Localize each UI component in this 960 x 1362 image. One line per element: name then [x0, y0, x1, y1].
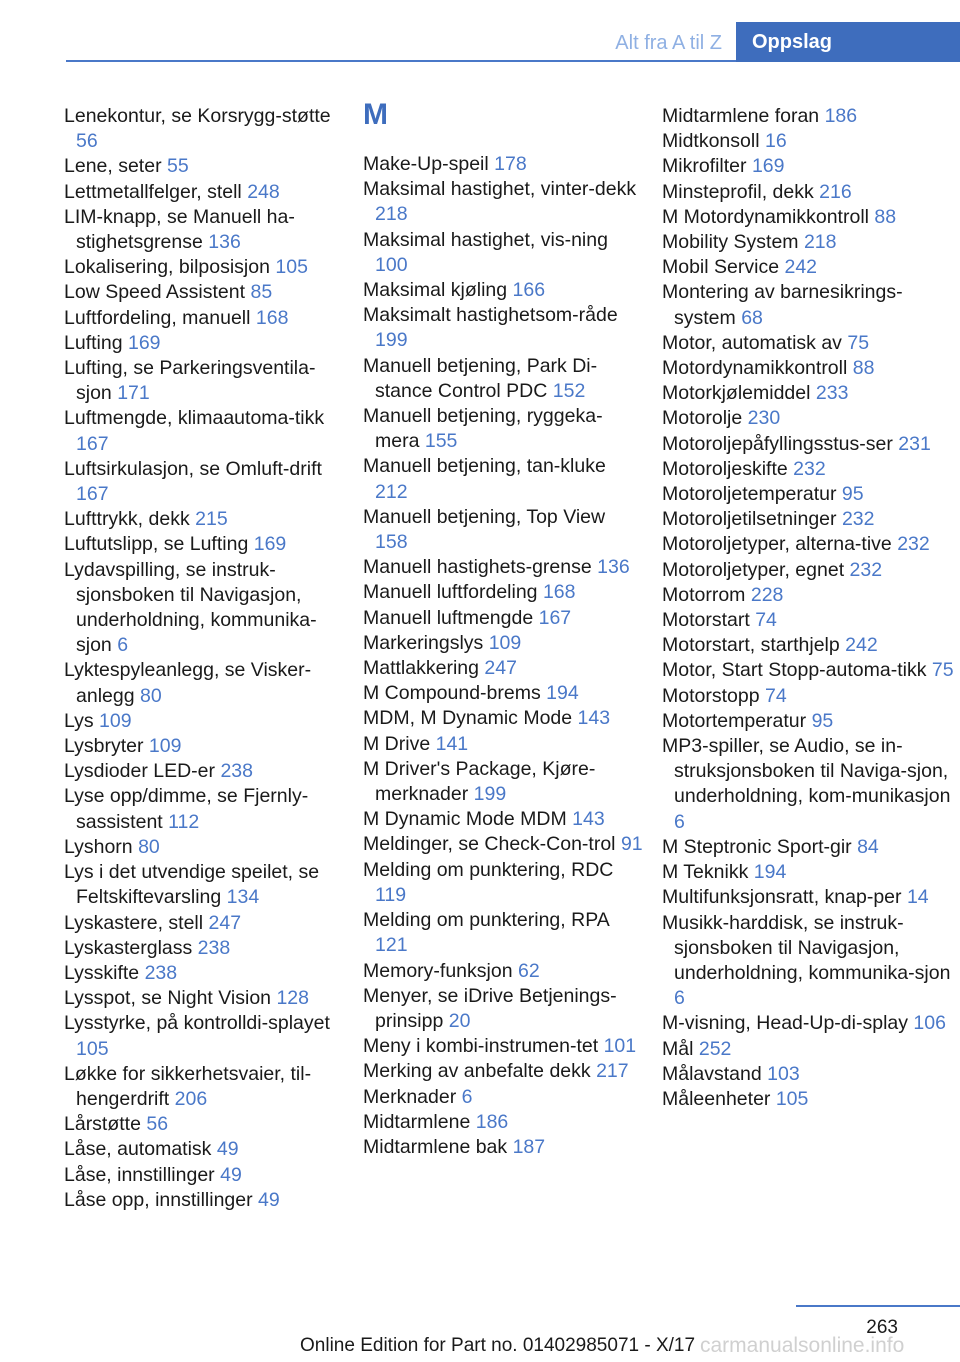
- entry-text: Lysstyrke, på kontrolldi-splayet: [64, 1012, 330, 1035]
- index-entry: [363, 303, 643, 353]
- index-entry: [64, 558, 344, 659]
- index-entry: [64, 734, 344, 759]
- index-entry: [363, 580, 643, 605]
- entry-text: Lysskifte: [64, 961, 140, 984]
- index-entry: [363, 631, 643, 656]
- index-entry: [64, 961, 344, 986]
- index-entry: [363, 706, 643, 731]
- page-ref-link[interactable]: 199: [375, 329, 408, 352]
- entry-text: Memory-funksjon: [363, 959, 513, 982]
- entry-text: Lys i det utvendige speilet, se Feltskiftevarsling: [64, 861, 320, 909]
- entry-text: Lydavspilling, se instruk-sjonsboken til Navigasjon, underholdning, kommunika-sjon: [64, 558, 317, 657]
- entry-text: Mattlakkering: [363, 657, 479, 680]
- index-entry: [662, 432, 954, 457]
- index-entry: [64, 1011, 344, 1061]
- index-entry: [363, 1135, 643, 1160]
- entry-text: Manuell luftfordeling: [363, 581, 538, 604]
- entry-text: Lufting, se Parkeringsventila-sjon: [64, 357, 316, 405]
- page-ref-link[interactable]: 187: [512, 1135, 546, 1158]
- entry-text: Låse, innstillinger: [64, 1163, 215, 1186]
- page-ref-link[interactable]: 206: [174, 1087, 208, 1110]
- page-ref-link[interactable]: 232: [793, 457, 826, 480]
- index-entry: [662, 104, 954, 129]
- page-ref-link[interactable]: 128: [276, 987, 309, 1010]
- page-ref-link[interactable]: 186: [824, 105, 858, 127]
- index-column-3: [662, 104, 954, 1112]
- page-ref-link[interactable]: 218: [375, 203, 408, 226]
- page-ref-link[interactable]: 88: [874, 205, 897, 228]
- page-ref-link[interactable]: 16: [764, 130, 787, 153]
- page-ref-link[interactable]: 121: [375, 934, 408, 957]
- page-ref-link[interactable]: 199: [473, 783, 507, 806]
- index-entry: [363, 832, 643, 857]
- index-entry: [662, 154, 954, 179]
- page-ref-link[interactable]: 91: [620, 833, 643, 856]
- footer-rule: [796, 1305, 960, 1307]
- entry-text: M Driver's Package, Kjøre-merknader: [363, 757, 596, 806]
- index-entry: [363, 1059, 643, 1084]
- entry-text: Meldinger, se Check-Con-trol: [363, 833, 616, 856]
- page-ref-link[interactable]: 56: [76, 130, 98, 153]
- page-ref-link[interactable]: 95: [811, 709, 834, 732]
- entry-text: Midtkonsoll: [662, 130, 760, 153]
- page-ref-link[interactable]: 242: [845, 634, 878, 657]
- index-entry: [662, 406, 954, 431]
- entry-text: Maksimal hastighet, vis-ning: [363, 228, 608, 251]
- page-ref-link[interactable]: 6: [674, 987, 685, 1010]
- index-entry: [64, 784, 344, 834]
- index-entry: [363, 908, 643, 958]
- page-ref-link[interactable]: 109: [488, 631, 522, 654]
- footer-edition: Online Edition for Part no. 01402985071 - X/17: [300, 1335, 696, 1356]
- entry-text: Melding om punktering, RDC: [363, 858, 614, 881]
- entry-text: Motoroljepåfyllingsstus-ser: [662, 432, 893, 455]
- entry-text: Minsteprofil, dekk: [662, 180, 814, 203]
- page-ref-link[interactable]: 80: [138, 835, 160, 858]
- page-ref-link[interactable]: 233: [815, 382, 849, 405]
- entry-text: Manuell betjening, tan-kluke: [363, 455, 606, 478]
- index-entry: [363, 681, 643, 706]
- index-entry: [64, 180, 344, 205]
- page-ref-link[interactable]: 217: [596, 1060, 629, 1083]
- index-entry: [662, 1062, 954, 1087]
- index-entry: [662, 180, 954, 205]
- entry-text: LIM-knapp, se Manuell ha-stighetsgrense: [64, 205, 295, 254]
- entry-text: Manuell betjening, Top View: [363, 505, 606, 528]
- entry-text: Motorolje: [662, 407, 743, 430]
- page-ref-link[interactable]: 75: [931, 659, 954, 682]
- index-entry: [363, 732, 643, 757]
- index-entry: [662, 482, 954, 507]
- page-ref-link[interactable]: 152: [552, 379, 586, 402]
- index-entry: [363, 656, 643, 681]
- entry-text: Low Speed Assistent: [64, 281, 246, 304]
- index-entry: [363, 555, 643, 580]
- page-ref-link[interactable]: 49: [220, 1163, 242, 1186]
- page-ref-link[interactable]: 6: [117, 634, 129, 657]
- index-entry: [662, 860, 954, 885]
- page-ref-link[interactable]: 231: [898, 432, 931, 455]
- index-entry: [363, 858, 643, 908]
- index-entry: [363, 959, 643, 984]
- page-ref-link[interactable]: 238: [144, 961, 178, 984]
- page-number: 263: [866, 1317, 898, 1338]
- entry-text: Manuell betjening, ryggeka-mera: [363, 405, 603, 453]
- entry-text: Mikrofilter: [662, 155, 747, 178]
- entry-text: Multifunksjonsratt, knap-per: [662, 886, 902, 909]
- index-entry: [662, 280, 954, 330]
- index-entry: [662, 331, 954, 356]
- entry-text: Lyktespyleanlegg, se Visker-anlegg: [64, 659, 312, 707]
- page-ref-link[interactable]: 230: [747, 407, 781, 430]
- header-section-title: Alt fra A til Z: [615, 32, 722, 54]
- index-entry: [64, 457, 344, 507]
- page-ref-link[interactable]: 169: [127, 331, 161, 354]
- index-entry: [64, 1112, 344, 1137]
- entry-text: Make-Up-speil: [363, 153, 489, 175]
- index-entry: [64, 406, 344, 456]
- entry-text: Maksimal kjøling: [363, 279, 508, 302]
- page-ref-link[interactable]: 212: [375, 480, 408, 503]
- entry-text: Lårstøtte: [64, 1113, 141, 1136]
- index-entry: [662, 356, 954, 381]
- index-entry: [64, 658, 344, 708]
- entry-text: Måleenheter: [662, 1087, 771, 1110]
- index-entry: [363, 278, 643, 303]
- index-entry: [64, 1188, 344, 1213]
- entry-text: Luftfordeling, manuell: [64, 306, 251, 329]
- page-ref-link[interactable]: 74: [764, 684, 787, 707]
- page-ref-link[interactable]: 105: [275, 256, 308, 279]
- entry-text: Montering av barnesikrings-system: [662, 281, 903, 329]
- entry-text: Motor, automatisk av: [662, 331, 842, 354]
- entry-text: M-visning, Head-Up-di-splay: [662, 1012, 908, 1035]
- page-ref-link[interactable]: 49: [258, 1188, 280, 1211]
- page-ref-link[interactable]: 100: [375, 253, 408, 276]
- page-ref-link[interactable]: 6: [674, 810, 685, 833]
- index-entry: [363, 177, 643, 227]
- entry-text: Lenekontur, se Korsrygg-støtte: [64, 105, 331, 127]
- index-entry: [64, 709, 344, 734]
- index-entry: [64, 104, 344, 154]
- page-ref-link[interactable]: 232: [841, 508, 875, 531]
- entry-text: M Drive: [363, 732, 431, 755]
- entry-text: MDM, M Dynamic Mode: [363, 707, 573, 730]
- index-entry: [64, 986, 344, 1011]
- page-ref-link[interactable]: 109: [99, 709, 132, 732]
- page-ref-link[interactable]: 105: [76, 1037, 109, 1060]
- index-entry: [64, 255, 344, 280]
- entry-text: Maksimal hastighet, vinter-dekk: [363, 178, 637, 201]
- index-entry: [662, 507, 954, 532]
- index-column-1: [64, 104, 344, 1213]
- page-ref-link[interactable]: 136: [208, 231, 241, 254]
- page-ref-link[interactable]: 74: [755, 609, 777, 632]
- index-entry: [64, 331, 344, 356]
- entry-text: Motor, Start Stopp-automa-tikk: [662, 659, 927, 682]
- page-ref-link[interactable]: 238: [220, 760, 253, 783]
- entry-text: Manuell hastighets-grense: [363, 556, 592, 579]
- index-entry: [662, 583, 954, 608]
- page-ref-link[interactable]: 238: [197, 936, 231, 959]
- entry-text: Motoroljetemperatur: [662, 483, 837, 506]
- page-ref-link[interactable]: 119: [375, 883, 407, 906]
- index-entry: [662, 1037, 954, 1062]
- page-ref-link[interactable]: 215: [195, 508, 228, 531]
- page-ref-link[interactable]: 143: [577, 707, 611, 730]
- page-ref-link[interactable]: 247: [484, 657, 517, 680]
- index-entry: [363, 454, 643, 504]
- page-ref-link[interactable]: 141: [435, 732, 469, 755]
- entry-text: Motoroljetilsetninger: [662, 508, 837, 531]
- page-ref-link[interactable]: 216: [819, 180, 852, 203]
- entry-text: MP3-spiller, se Audio, se in-struksjonsboken til Naviga-sjon, underholdning, kom-munikasjon: [662, 735, 951, 808]
- entry-text: M Dynamic Mode MDM: [363, 808, 567, 831]
- index-entry: [64, 306, 344, 331]
- index-entry: [363, 1110, 643, 1135]
- page-ref-link[interactable]: 136: [597, 556, 630, 579]
- page-ref-link[interactable]: 158: [375, 531, 408, 554]
- entry-text: Melding om punktering, RPA: [363, 909, 609, 932]
- index-entry: [64, 936, 344, 961]
- page-ref-link[interactable]: 68: [741, 306, 763, 329]
- index-entry: [363, 606, 643, 631]
- index-entry: [363, 228, 643, 278]
- page-ref-link[interactable]: 49: [216, 1138, 239, 1161]
- index-entry: [64, 1062, 344, 1112]
- index-entry: [363, 1085, 643, 1110]
- entry-text: Meny i kombi-instrumen-tet: [363, 1035, 599, 1058]
- index-entry: [64, 154, 344, 179]
- page-ref-link[interactable]: 247: [208, 911, 242, 934]
- index-entry: [662, 1011, 954, 1036]
- entry-text: Mål: [662, 1037, 694, 1060]
- entry-text: Lyskasterglass: [64, 936, 193, 959]
- index-entry: [662, 255, 954, 280]
- page-ref-link[interactable]: 178: [494, 153, 527, 175]
- page-ref-link[interactable]: 56: [146, 1113, 169, 1136]
- entry-text: Motorstopp: [662, 684, 760, 707]
- header-tab-oppslag[interactable]: Oppslag: [736, 22, 960, 62]
- index-entry: [363, 1034, 643, 1059]
- entry-text: Luftutslipp, se Lufting: [64, 533, 249, 556]
- entry-text: Lyshorn: [64, 835, 133, 858]
- entry-text: Motoroljetyper, egnet: [662, 558, 845, 581]
- index-entry: [363, 505, 643, 555]
- page-ref-link[interactable]: 109: [148, 735, 182, 758]
- entry-text: Løkke for sikkerhetsvaier, til-hengerdrift: [64, 1062, 312, 1110]
- page-ref-link[interactable]: 55: [167, 155, 189, 178]
- index-entry: [363, 404, 643, 454]
- index-entry: [662, 457, 954, 482]
- entry-text: Motortemperatur: [662, 709, 807, 732]
- entry-text: Lysspot, se Night Vision: [64, 987, 272, 1010]
- entry-text: Musikk-harddisk, se instruk-sjonsboken til Navigasjon, underholdning, kommunika-sjon: [662, 911, 951, 984]
- entry-text: Midtarmlene foran: [662, 105, 820, 127]
- entry-text: Lyskastere, stell: [64, 911, 204, 934]
- entry-text: Mobil Service: [662, 256, 780, 279]
- index-entry: [64, 356, 344, 406]
- entry-text: Målavstand: [662, 1062, 762, 1085]
- page-ref-link[interactable]: 232: [849, 558, 883, 581]
- entry-text: Lufttrykk, dekk: [64, 508, 190, 531]
- index-entry: [64, 507, 344, 532]
- index-entry: [64, 835, 344, 860]
- page-ref-link[interactable]: 101: [603, 1035, 637, 1058]
- index-entry: [64, 860, 344, 910]
- page-ref-link[interactable]: 218: [803, 231, 837, 254]
- page-ref-link[interactable]: 166: [512, 279, 546, 302]
- index-entry: [662, 835, 954, 860]
- entry-text: Midtarmlene bak: [363, 1135, 508, 1158]
- entry-text: Motordynamikkontroll: [662, 357, 848, 380]
- index-entry: [64, 280, 344, 305]
- index-entry: [662, 1087, 954, 1112]
- entry-text: Markeringslys: [363, 631, 484, 654]
- entry-text: Lufting: [64, 331, 123, 354]
- page-ref-link[interactable]: 169: [253, 533, 287, 556]
- entry-text: Manuell betjening, Park Di-stance Control PDC: [363, 354, 598, 402]
- entry-text: Manuell luftmengde: [363, 606, 534, 629]
- page-ref-link[interactable]: 171: [117, 382, 150, 405]
- entry-text: Låse, automatisk: [64, 1138, 212, 1161]
- index-entry: [64, 532, 344, 557]
- index-entry: [64, 1137, 344, 1162]
- index-entry: [64, 205, 344, 255]
- entry-text: Lysbryter: [64, 735, 144, 758]
- entry-text: Maksimalt hastighetsom-råde: [363, 304, 618, 327]
- index-entry: [662, 608, 954, 633]
- entry-text: Lys: [64, 709, 94, 732]
- page-ref-link[interactable]: 167: [76, 483, 109, 506]
- page-ref-link[interactable]: 194: [546, 682, 579, 705]
- page-ref-link[interactable]: 167: [76, 432, 109, 455]
- entry-text: Låse opp, innstillinger: [64, 1188, 253, 1211]
- index-entry: [363, 757, 643, 807]
- entry-text: Motorstart, starthjelp: [662, 634, 840, 657]
- index-entry: [64, 759, 344, 784]
- page-ref-link[interactable]: 62: [517, 959, 540, 982]
- page-ref-link[interactable]: 143: [572, 808, 605, 831]
- page-ref-link[interactable]: 168: [542, 581, 576, 604]
- page-ref-link[interactable]: 168: [255, 306, 289, 329]
- entry-text: Luftmengde, klimaautoma-tikk: [64, 407, 325, 430]
- index-entry: [662, 734, 954, 835]
- page-ref-link[interactable]: 75: [847, 331, 870, 354]
- entry-text: M Steptronic Sport-gir: [662, 835, 852, 858]
- index-entry: [64, 1163, 344, 1188]
- entry-text: Motorrom: [662, 583, 746, 606]
- index-entry: [662, 230, 954, 255]
- entry-text: Mobility System: [662, 231, 799, 254]
- entry-text: Motorstart: [662, 609, 750, 632]
- index-entry: [363, 984, 643, 1034]
- page-ref-link[interactable]: 20: [448, 1009, 471, 1032]
- page-ref-link[interactable]: 88: [852, 357, 875, 380]
- index-entry: [662, 684, 954, 709]
- page-ref-link[interactable]: 169: [751, 155, 785, 178]
- entry-text: Lyse opp/dimme, se Fjernly-sassistent: [64, 785, 309, 833]
- entry-text: Lettmetallfelger, stell: [64, 180, 242, 203]
- entry-text: Merknader: [363, 1085, 457, 1108]
- page-ref-link[interactable]: 248: [247, 180, 280, 203]
- entry-text: Merking av anbefalte dekk: [363, 1060, 591, 1083]
- page-ref-link[interactable]: 186: [475, 1110, 509, 1133]
- page-ref-link[interactable]: 228: [750, 583, 784, 606]
- index-entry: [662, 911, 954, 1012]
- index-entry: [662, 532, 954, 557]
- page-ref-link[interactable]: 242: [784, 256, 818, 279]
- index-entry: [64, 911, 344, 936]
- index-entry: [363, 354, 643, 404]
- index-entry: [662, 129, 954, 154]
- entry-text: Lene, seter: [64, 155, 162, 178]
- page-ref-link[interactable]: 252: [698, 1037, 732, 1060]
- page-ref-link[interactable]: 84: [857, 835, 879, 858]
- page-ref-link[interactable]: 194: [753, 861, 787, 884]
- page-ref-link[interactable]: 105: [775, 1087, 809, 1110]
- entry-text: Lysdioder LED-er: [64, 760, 216, 783]
- entry-text: Midtarmlene: [363, 1110, 471, 1133]
- index-entry: [363, 807, 643, 832]
- entry-text: M Teknikk: [662, 861, 749, 884]
- index-entry: [662, 885, 954, 910]
- index-entry: [662, 381, 954, 406]
- index-entry: [662, 205, 954, 230]
- page-ref-link[interactable]: 112: [168, 810, 200, 833]
- page-ref-link[interactable]: 134: [226, 886, 260, 909]
- letter-heading: M: [363, 98, 388, 131]
- index-entry: [662, 709, 954, 734]
- entry-text: M Compound-brems: [363, 682, 541, 705]
- index-entry: [662, 558, 954, 583]
- entry-text: Motoroljetyper, alterna-tive: [662, 533, 892, 556]
- entry-text: Motoroljeskifte: [662, 457, 788, 480]
- page-ref-link[interactable]: 155: [424, 430, 458, 453]
- page-ref-link[interactable]: 85: [250, 281, 273, 304]
- page-ref-link[interactable]: 14: [906, 886, 929, 909]
- watermark: carmanualsonline.info: [700, 1334, 905, 1357]
- page-ref-link[interactable]: 167: [538, 606, 572, 629]
- entry-text: Motorkjølemiddel: [662, 382, 811, 405]
- page-ref-link[interactable]: 232: [897, 533, 930, 556]
- page-ref-link[interactable]: 80: [139, 684, 162, 707]
- page-ref-link[interactable]: 103: [767, 1062, 800, 1085]
- page-ref-link[interactable]: 95: [841, 483, 864, 506]
- page-ref-link[interactable]: 6: [461, 1085, 473, 1108]
- entry-text: M Motordynamikkontroll: [662, 205, 869, 228]
- page-ref-link[interactable]: 106: [913, 1012, 946, 1035]
- entry-text: Menyer, se iDrive Betjenings-prinsipp: [363, 984, 617, 1032]
- index-entry: [662, 633, 954, 658]
- index-entry: [662, 658, 954, 683]
- entry-text: Luftsirkulasjon, se Omluft-drift: [64, 457, 322, 480]
- entry-text: Lokalisering, bilposisjon: [64, 256, 270, 279]
- index-column-2: [363, 98, 643, 1160]
- index-entry: [363, 152, 643, 177]
